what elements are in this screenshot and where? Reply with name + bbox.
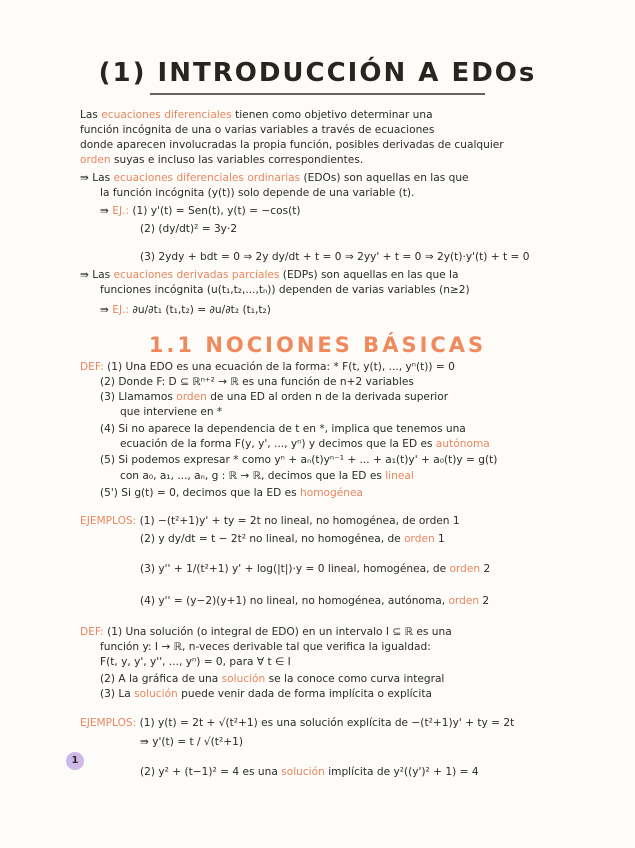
pde-definition-cont: funciones incógnita (u(t₁,t₂,...,tₙ)) dependen de varias variables (n≥2) [100,284,470,296]
example-item: EJEMPLOS: (1) y(t) = 2t + √(t²+1) es una solución explícita de −(t²+1)y' + ty = 2t [80,717,515,729]
ode-example: (3) 2ydy + bdt = 0 ⇒ 2y dy/dt + t = 0 ⇒ 2yy' + t = 0 ⇒ 2y(t)·y'(t) + t = 0 [140,251,530,263]
def-item: (4) Si no aparece la dependencia de t en *, implica que tenemos una [100,423,466,435]
ode-example: ⇛ EJ.: (1) y'(t) = Sen(t), y(t) = −cos(t) [100,205,301,217]
example-item: (2) y² + (t−1)² = 4 es una solución implícita de y²((y')² + 1) = 4 [140,766,479,778]
example-item: (3) y'' + 1/(t²+1) y' + log(|t|)·y = 0 lineal, homogénea, de orden 2 [140,563,491,575]
def-item: con a₀, a₁, ..., aₙ, g : ℝ → ℝ, decimos que la ED es lineal [120,470,414,482]
def-item: que interviene en * [120,406,223,418]
def-item: (3) Llamamos orden de una ED al orden n de la derivada superior [100,391,449,403]
intro-line: orden suyas e incluso las variables correspondientes. [80,154,364,166]
def-item: (5') Si g(t) = 0, decimos que la ED es homogénea [100,487,363,499]
def-item: función y: I → ℝ, n-veces derivable tal que verifica la igualdad: [100,641,431,653]
ode-example: (2) (dy/dt)² = 3y·2 [140,223,238,235]
def-item: DEF: (1) Una solución (o integral de EDO) en un intervalo I ⊆ ℝ es una [80,626,452,638]
ode-definition-cont: la función incógnita (y(t)) solo depende de una variable (t). [100,187,415,199]
page-number-badge: 1 [66,752,84,770]
def-item: (3) La solución puede venir dada de forma implícita o explícita [100,688,432,700]
section-heading: 1.1 NOCIONES BÁSICAS [148,333,487,357]
page-title: (1) INTRODUCCIÓN A EDOs [98,58,537,88]
def-item: ecuación de la forma F(y, y', ..., yⁿ) y decimos que la ED es autónoma [120,438,490,450]
example-item: (4) y'' = (y−2)(y+1) no lineal, no homogénea, autónoma, orden 2 [140,595,490,607]
pde-definition: ⇛ Las ecuaciones derivadas parciales (EDPs) son aquellas en las que la [80,269,459,281]
pde-example: ⇛ EJ.: ∂u/∂t₁ (t₁,t₂) = ∂u/∂t₂ (t₁,t₂) [100,304,271,316]
def-item: (2) Donde F: D ⊆ ℝⁿ⁺² → ℝ es una función de n+2 variables [100,376,414,388]
intro-line: Las ecuaciones diferenciales tienen como objetivo determinar una [80,109,433,121]
example-item: EJEMPLOS: (1) −(t²+1)y' + ty = 2t no lineal, no homogénea, de orden 1 [80,515,460,527]
example-item: (2) y dy/dt = t − 2t² no lineal, no homogénea, de orden 1 [140,533,445,545]
title-underline [150,93,485,95]
intro-line: donde aparecen involucradas la propia función, posibles derivadas de cualquier [80,139,504,151]
intro-line: función incógnita de una o varias variables a través de ecuaciones [80,124,435,136]
def-item: DEF: (1) Una EDO es una ecuación de la forma: * F(t, y(t), ..., yⁿ(t)) = 0 [80,361,455,373]
ode-definition: ⇛ Las ecuaciones diferenciales ordinarias (EDOs) son aquellas en las que [80,172,469,184]
def-item: F(t, y, y', y'', ..., yⁿ) = 0, para ∀ t ∈ I [100,656,291,668]
def-item: (5) Si podemos expresar * como yⁿ + aₙ(t)yⁿ⁻¹ + ... + a₁(t)y' + a₀(t)y = g(t) [100,454,498,466]
example-item: ⇛ y'(t) = t / √(t²+1) [140,736,243,748]
def-item: (2) A la gráfica de una solución se la conoce como curva integral [100,673,445,685]
